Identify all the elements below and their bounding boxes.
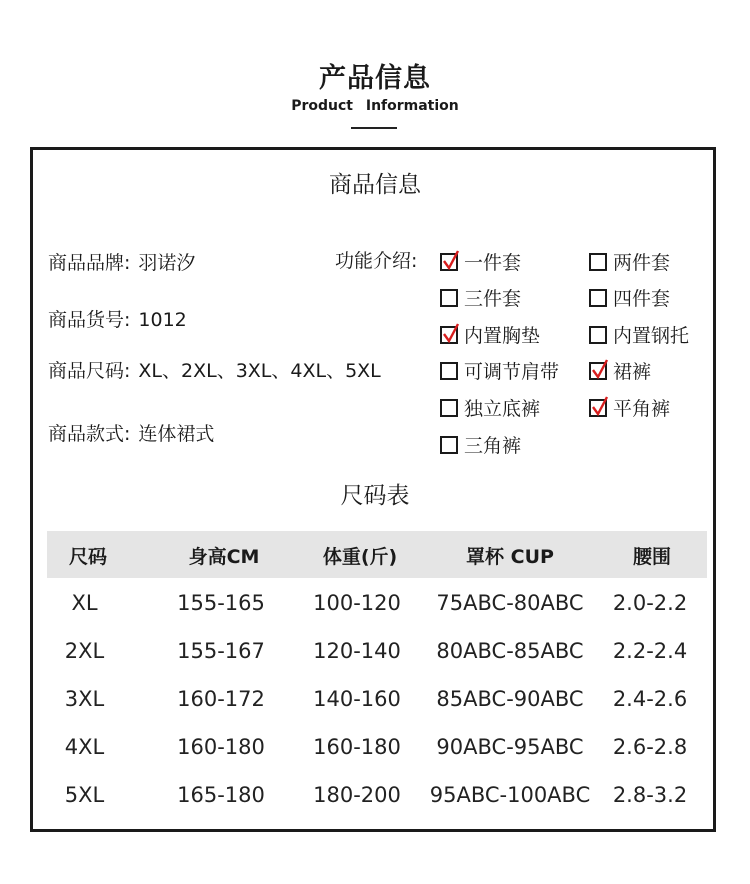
info-sizes-value: XL、2XL、3XL、4XL、5XL [138,360,381,382]
table-cell-weight: 160-180 [313,735,401,759]
function-option-label: 一件套 [464,252,522,274]
table-cell-weight: 140-160 [313,687,401,711]
function-option-label: 可调节肩带 [464,361,560,383]
table-cell-waist: 2.8-3.2 [612,783,688,807]
checkbox [589,399,607,417]
function-option-label: 平角裤 [613,398,671,420]
table-cell-height: 155-165 [177,591,265,615]
header-height: 身高CM [188,546,260,568]
functions-label: 功能介绍: [335,250,418,272]
table-cell-height: 155-167 [177,639,265,663]
table-cell-size: 4XL [64,735,105,759]
title-underline [351,127,397,129]
function-option-label: 裙裤 [613,361,652,383]
table-cell-cup: 95ABC-100ABC [429,783,591,807]
function-option-label: 内置胸垫 [464,325,541,347]
table-cell-waist: 2.2-2.4 [612,639,688,663]
info-item-number-label: 商品货号: [48,309,131,331]
header-size: 尺码 [68,546,107,568]
table-cell-weight: 100-120 [313,591,401,615]
function-option [589,357,651,384]
function-option [440,431,521,458]
function-option [440,248,521,275]
checkbox [589,289,607,307]
info-style-value: 连体裙式 [138,423,215,445]
table-cell-size: 2XL [64,639,105,663]
checkbox [589,362,607,380]
info-sizes-label: 商品尺码: [48,360,131,382]
table-cell-cup: 85ABC-90ABC [436,687,584,711]
info-brand [48,248,195,275]
header-waist: 腰围 [632,546,671,568]
checkbox [589,326,607,344]
function-option-label: 三件套 [464,288,522,310]
checkbox [440,326,458,344]
info-item-number-value: 1012 [138,309,187,331]
table-cell-size: 5XL [64,783,105,807]
page-title: 产品信息 [319,63,431,94]
info-style-label: 商品款式: [48,423,131,445]
function-option [440,284,521,311]
info-brand-value: 羽诺汐 [138,252,196,274]
table-cell-size: XL [71,591,98,615]
table-cell-size: 3XL [64,687,105,711]
product-info-title: 商品信息 [329,172,421,198]
table-cell-cup: 80ABC-85ABC [436,639,584,663]
function-option-label: 三角裤 [464,435,522,457]
page-subtitle: Product Information [291,98,459,114]
header-cup: 罩杯 CUP [466,546,554,568]
function-option-label: 独立底裤 [464,398,541,420]
function-option [440,394,540,421]
table-cell-waist: 2.6-2.8 [612,735,688,759]
function-option [589,284,670,311]
table-cell-height: 160-180 [177,735,265,759]
checkmark-icon [592,361,610,379]
table-cell-height: 165-180 [177,783,265,807]
table-cell-weight: 180-200 [313,783,401,807]
size-table-title: 尺码表 [340,483,410,509]
header-weight: 体重(斤) [322,546,398,568]
checkbox [440,253,458,271]
function-option [589,248,670,275]
checkbox [440,362,458,380]
checkmark-icon [592,398,610,416]
checkmark-icon [443,325,461,343]
function-option [440,357,559,384]
function-option-label: 内置钢托 [613,325,690,347]
table-cell-cup: 90ABC-95ABC [436,735,584,759]
function-option [589,321,689,348]
info-item-number [48,305,187,332]
info-style [48,419,214,446]
table-cell-cup: 75ABC-80ABC [436,591,584,615]
info-brand-label: 商品品牌: [48,252,131,274]
function-option [440,321,540,348]
checkbox [440,289,458,307]
checkbox [440,399,458,417]
table-cell-waist: 2.4-2.6 [612,687,688,711]
function-option [589,394,670,421]
checkbox [440,436,458,454]
function-option-label: 两件套 [613,252,671,274]
checkbox [589,253,607,271]
function-option-label: 四件套 [613,288,671,310]
table-cell-height: 160-172 [177,687,265,711]
table-cell-weight: 120-140 [313,639,401,663]
table-cell-waist: 2.0-2.2 [612,591,688,615]
info-sizes [48,356,381,383]
checkmark-icon [443,252,461,270]
